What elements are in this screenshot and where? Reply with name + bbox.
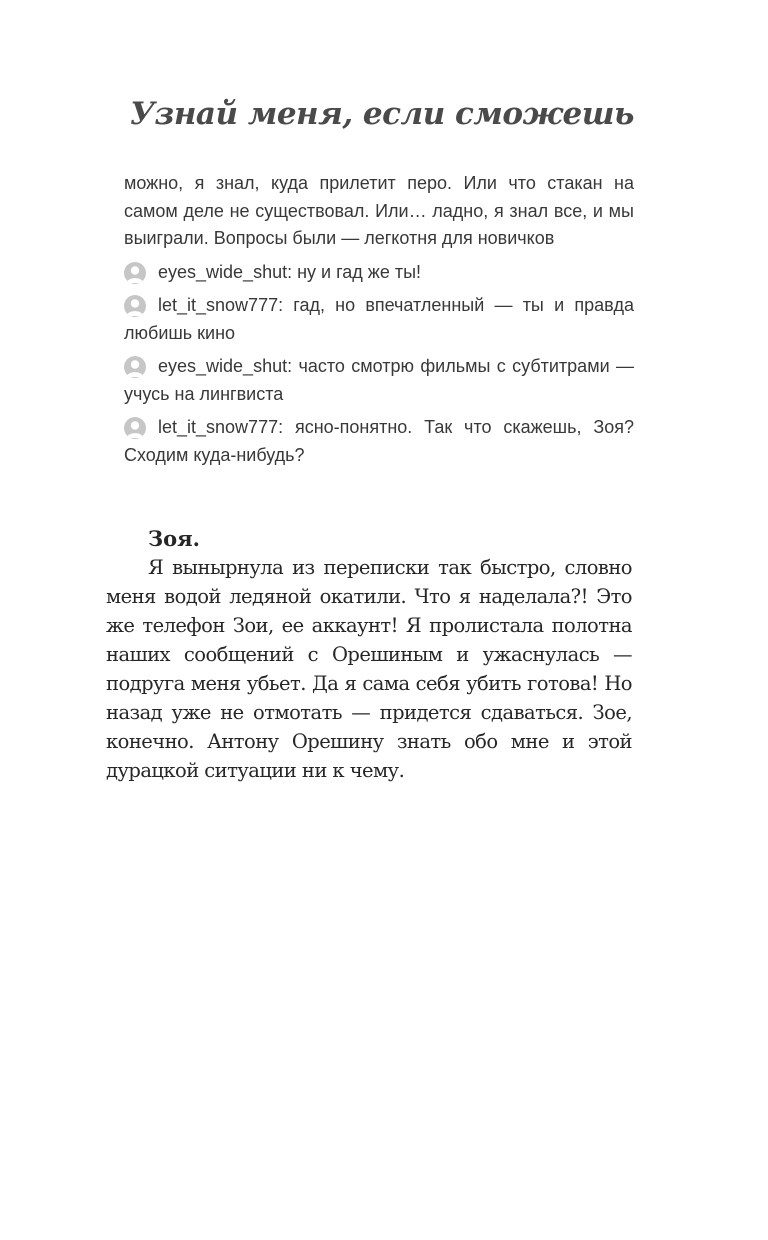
- section-heading: Зоя.: [148, 526, 200, 551]
- user-avatar-icon: [124, 262, 146, 284]
- chat-username: eyes_wide_shut: [158, 356, 288, 376]
- chat-text: ясно-понятно. Так что скажешь, Зоя? Сходим куда-нибудь?: [124, 417, 634, 465]
- user-avatar-icon: [124, 356, 146, 378]
- chat-message: eyes_wide_shut: часто смотрю фильмы с субтитрами — учусь на лингвиста: [124, 356, 634, 404]
- user-avatar-icon: [124, 295, 146, 317]
- chat-username: eyes_wide_shut: [158, 261, 288, 282]
- user-avatar-icon: [124, 417, 146, 439]
- chat-text: гад, но впечатленный — ты и правда любишь кино: [124, 295, 634, 343]
- running-head-title: Узнай меня, если сможешь: [129, 96, 634, 132]
- chat-message: let_it_snow777: гад, но впечатленный — ты и правда любишь кино: [124, 295, 634, 343]
- chat-message: eyes_wide_shut: ну и гад же ты!: [124, 259, 634, 287]
- chat-text: ну и гад же ты!: [297, 261, 422, 282]
- chat-message: let_it_snow777: ясно-понятно. Так что скажешь, Зоя? Сходим куда-нибудь?: [124, 417, 634, 465]
- chat-message-continuation: можно, я знал, куда прилетит перо. Или что стакан на самом деле не существовал. Или… ладно, я знал все, и мы выиграли. Вопросы были — легкотня для новичков: [124, 173, 634, 248]
- chat-transcript: [124, 170, 634, 475]
- narrative-paragraph: Я вынырнула из переписки так быстро, словно меня водой ледяной окатили. Что я наделала?! Это же телефон Зои, ее аккаунт! Я пролистала полотна наших сообщений с Орешиным и ужаснулась — подруга меня убьет. Да я сама себя убить готова! Но назад уже не отмотать — придется сдаваться. Зое, конечно. Антону Орешину знать обо мне и этой дурацкой ситуации ни к чему.: [106, 556, 632, 782]
- chat-username: let_it_snow777: [158, 417, 279, 437]
- chat-username: let_it_snow777: [158, 295, 279, 315]
- chat-text: часто смотрю фильмы с субтитрами — учусь на лингвиста: [124, 356, 634, 404]
- narrative-section: [106, 524, 632, 785]
